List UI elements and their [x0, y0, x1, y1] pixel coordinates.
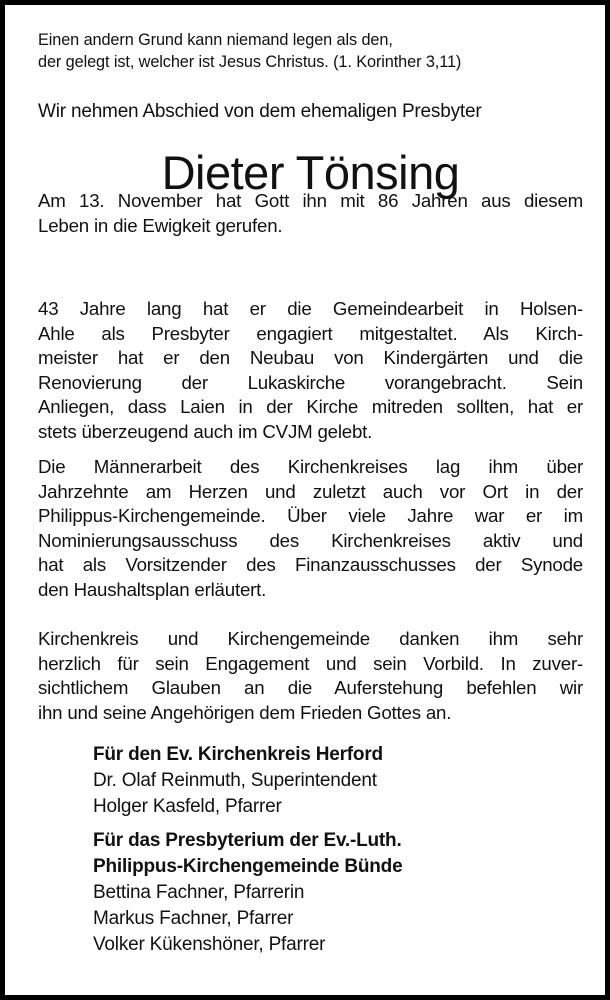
paragraph-line: Jahrzehnte am Herzen und zuletzt auch vor Ort in der	[38, 480, 583, 502]
signatory-person: Dr. Olaf Reinmuth, Superintendent	[93, 770, 377, 791]
signatory-person: Markus Fachner, Pfarrer	[93, 908, 294, 929]
paragraph-line: Nominierungsausschuss des Kirchenkreises aktiv und	[38, 529, 583, 551]
paragraph-line: Philippus-Kirchengemeinde. Über viele Jahre war er im	[38, 505, 583, 527]
signatory-organization: Philippus-Kirchengemeinde Bünde	[93, 856, 403, 877]
signatory-block-kirchenkreis	[93, 742, 553, 820]
farewell-intro: Wir nehmen Abschied von dem ehemaligen Presbyter	[38, 101, 482, 122]
paragraph-line: stets überzeugend auch im CVJM gelebt.	[38, 420, 373, 442]
paragraph-line: Anliegen, dass Laien in der Kirche mitreden sollten, hat er	[38, 396, 583, 418]
verse-line: Einen andern Grund kann niemand legen als den,	[38, 31, 393, 49]
signatory-person: Holger Kasfeld, Pfarrer	[93, 796, 282, 817]
signatory-person: Bettina Fachner, Pfarrerin	[93, 882, 305, 903]
paragraph-thanks	[38, 627, 583, 725]
deceased-name: Dieter Tönsing	[161, 146, 460, 199]
verse-line: der gelegt ist, welcher ist Jesus Christus. (1. Korinther 3,11)	[38, 53, 462, 71]
signatory-person: Volker Kükenshöner, Pfarrer	[93, 934, 326, 955]
paragraph-line: Kirchenkreis und Kirchengemeinde danken ihm sehr	[38, 628, 583, 649]
paragraph-line: 43 Jahre lang hat er die Gemeindearbeit in Holsen-	[38, 298, 583, 319]
bible-verse	[38, 29, 461, 73]
paragraph-line: den Haushaltsplan erläutert.	[38, 578, 267, 600]
paragraph-line: meister hat er den Neubau von Kindergärten und die	[38, 347, 583, 369]
paragraph-line: Die Männerarbeit des Kirchenkreises lag ihm über	[38, 456, 583, 477]
paragraph-line: Leben in die Ewigkeit gerufen.	[38, 214, 283, 236]
paragraph-line: Am 13. November hat Gott ihn mit 86 Jahren aus diesem	[38, 190, 583, 211]
paragraph-line: herzlich für sein Engagement und sein Vorbild. In zuver-	[38, 652, 583, 674]
paragraph-line: ihn und seine Angehörigen dem Frieden Gottes an.	[38, 701, 452, 723]
paragraph-line: hat als Vorsitzender des Finanzausschusses der Synode	[38, 554, 583, 576]
signatory-organization: Für den Ev. Kirchenkreis Herford	[93, 744, 383, 765]
paragraph-line: Renovierung der Lukaskirche vorangebracht. Sein	[38, 371, 583, 393]
signatory-organization: Für das Presbyterium der Ev.-Luth.	[93, 830, 402, 851]
paragraph-death-notice	[38, 189, 583, 238]
paragraph-line: Ahle als Presbyter engagiert mitgestaltet. Als Kirch-	[38, 322, 583, 344]
paragraph-mens-work	[38, 455, 583, 603]
paragraph-line: sichtlichem Glauben an die Auferstehung befehlen wir	[38, 677, 583, 699]
signatory-block-presbyterium	[93, 828, 553, 958]
paragraph-church-work	[38, 297, 583, 445]
